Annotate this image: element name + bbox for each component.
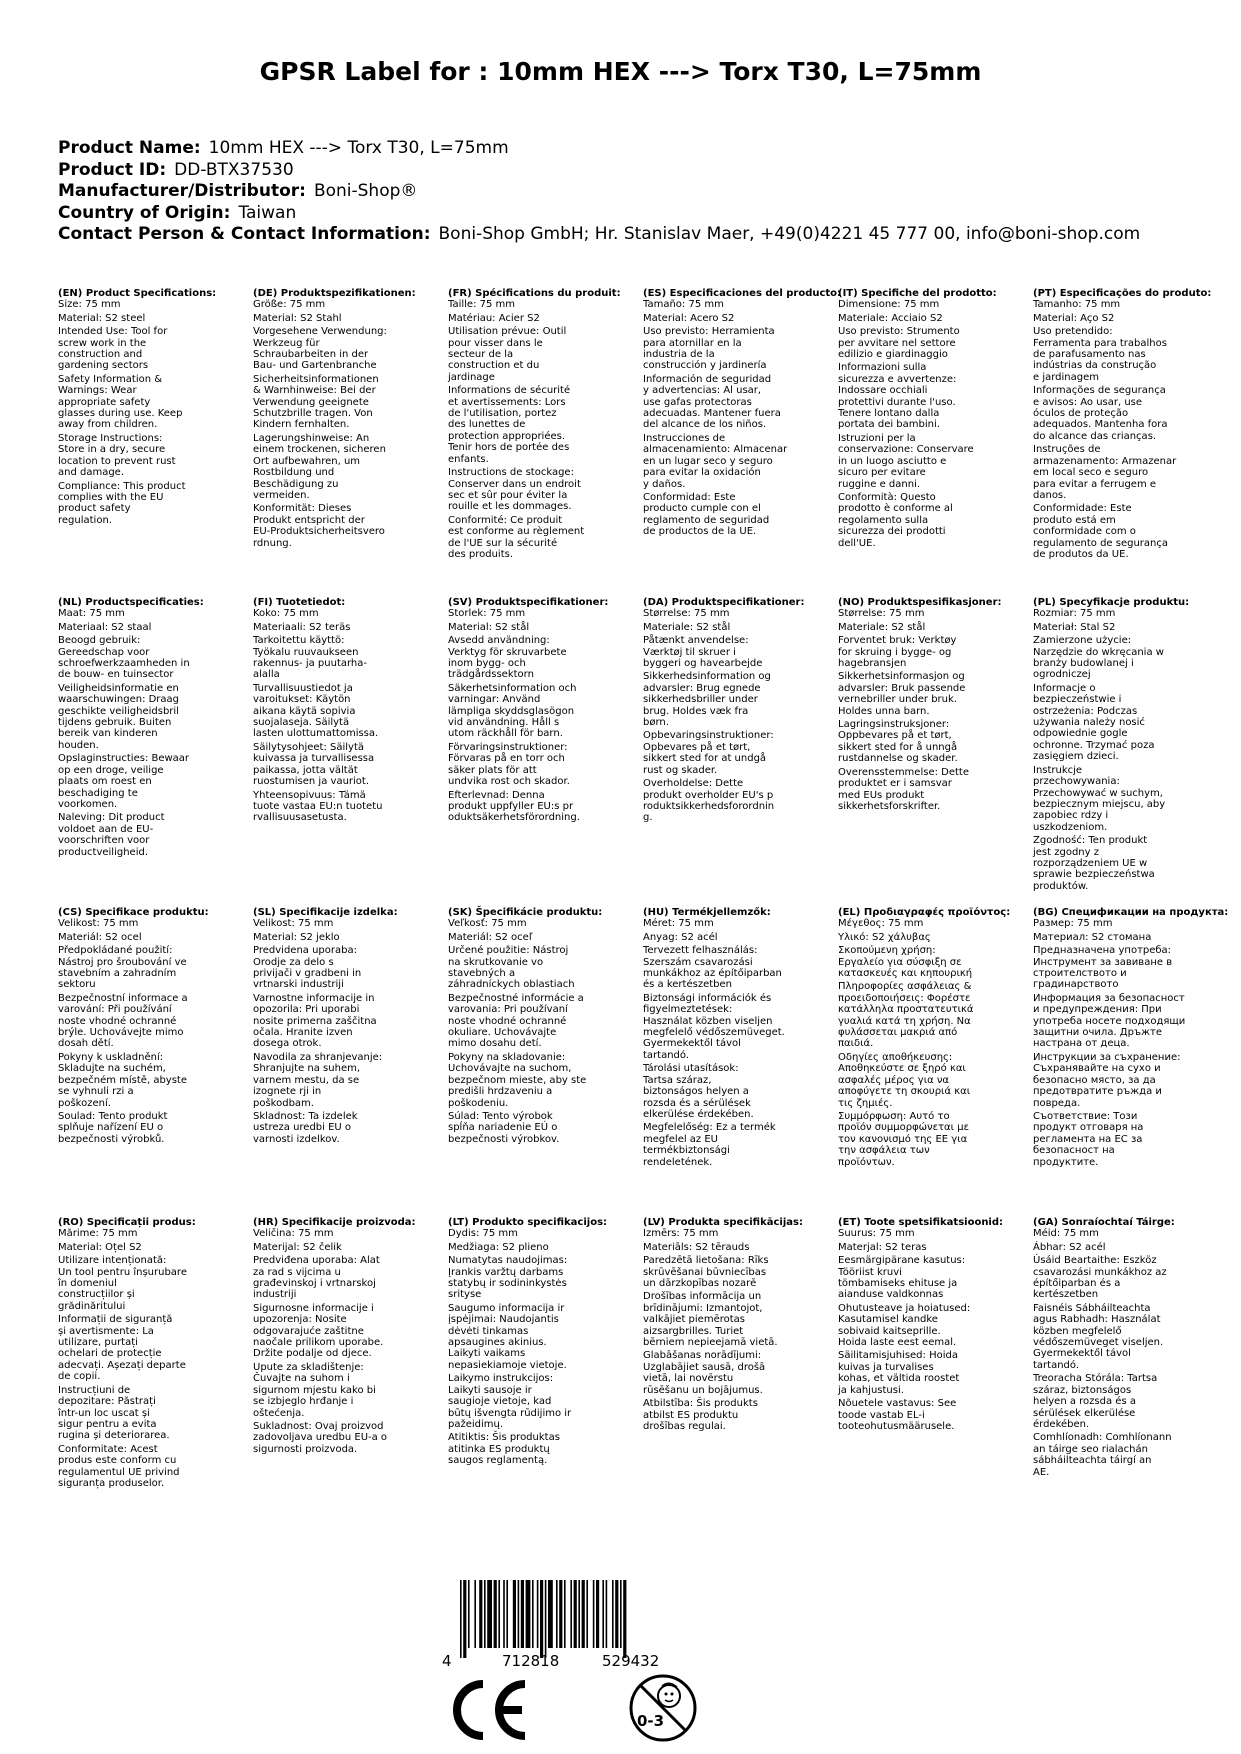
- spec-field: Rozmiar: 75 mm: [1033, 608, 1116, 620]
- barcode-digits: 529432: [602, 1652, 660, 1668]
- spec-block: [253, 907, 448, 1147]
- spec-field: Materiál: S2 ocel: [58, 931, 142, 943]
- spec-field: Ábhar: S2 acél: [1033, 1241, 1106, 1253]
- spec-field: Megfelelőség: Ez a termék megfelel az EU termékbiztonsági rendeletének.: [643, 1122, 776, 1168]
- barcode: [440, 1580, 710, 1668]
- spec-field: Conformidade: Este produto está em conformidade com o regulamento de segurança de produtos da UE.: [1033, 503, 1169, 560]
- spec-field: Eesmärgipärane kasutus: Tööriist kruvi tömbamiseks ehituse ja aianduse valdkonnas: [838, 1255, 966, 1301]
- spec-field: Materijal: S2 čelik: [253, 1241, 342, 1253]
- spec-field: Atbilstība: Šis produkts atbilst ES produktu drošības regulai.: [643, 1398, 758, 1432]
- barcode-bar: [559, 1580, 562, 1648]
- spec-field: Glabāšanas norādījumi: Uzglabājiet sausā, drošā vietā, lai novērstu rūsēšanu un bojājumus.: [643, 1350, 766, 1396]
- spec-field: Overholdelse: Dette produkt overholder EU's p roduktsikkerhedsforordnin g.: [643, 778, 775, 824]
- barcode-bar: [487, 1580, 492, 1648]
- spec-field: Tamanho: 75 mm: [1033, 299, 1121, 311]
- barcode-bar: [593, 1580, 595, 1648]
- spec-field: Beoogd gebruik: Gereedschap voor schroefwerkzaamheden in de bouw- en tuinsector: [58, 635, 190, 681]
- spec-field: Laikymo instrukcijos: Laikyti sausoje ir saugioje vietoje, kad būtų išvengta rūdijimo ir pažeidimų.: [448, 1373, 572, 1430]
- spec-field: Úsáid Beartaithe: Eszköz csavarozási munkákhoz az építőiparban és a kertészetben: [1033, 1255, 1167, 1301]
- spec-field: Izmērs: 75 mm: [643, 1228, 719, 1240]
- spec-field: Påtænkt anvendelse: Værktøj til skruer i byggeri og havearbejde: [643, 635, 763, 670]
- spec-field: Conformité: Ce produit est conforme au règlement de l'UE sur la sécurité des produits.: [448, 514, 585, 560]
- spec-field: Lagringsinstruksjoner: Oppbevares på et tørt, sikkert sted for å unngå rustdannelse og skader.: [838, 719, 958, 765]
- barcode-bar: [578, 1580, 580, 1648]
- spec-field: Instrukcje przechowywania: Przechowywać w suchym, bezpiecznym miejscu, aby zapobiec rdzy i uszkodzeniom.: [1033, 764, 1166, 833]
- spec-field: Materiāls: S2 tērauds: [643, 1241, 750, 1253]
- spec-field: Velikost: 75 mm: [58, 918, 139, 930]
- spec-field: Tervezett felhasználás: Szerszám csavarozási munkákhoz az építőiparban és a kertészetben: [643, 945, 782, 991]
- spec-block: [448, 597, 643, 826]
- info-country: [58, 203, 1208, 225]
- barcode-bar: [545, 1580, 547, 1658]
- barcode-bar: [602, 1580, 604, 1648]
- spec-field: Soulad: Tento produkt splňuje nařízení EU o bezpečnosti výrobků.: [58, 1110, 168, 1145]
- spec-field: Koko: 75 mm: [253, 608, 319, 620]
- spec-field: Compliance: This product complies with the EU product safety regulation.: [58, 480, 186, 526]
- spec-field: Material: S2 stål: [448, 621, 530, 633]
- spec-field: Informații de siguranță și avertismente: La utilizare, purtați ochelari de protecție adecvați. Așezați departe de copii.: [58, 1314, 186, 1383]
- barcode-bar: [612, 1580, 614, 1648]
- spec-row: [58, 1217, 1238, 1507]
- spec-field: Materiale: Acciaio S2: [838, 312, 943, 324]
- spec-field: Størrelse: 75 mm: [643, 608, 730, 620]
- spec-field: Safety Information & Warnings: Wear appropriate safety glasses during use. Keep away from children.: [58, 373, 183, 431]
- spec-field: Storage Instructions: Store in a dry, secure location to prevent rust and damage.: [58, 432, 176, 479]
- spec-block-title: (FR) Spécifications du produit:: [448, 288, 621, 299]
- spec-field: Drošības informācija un brīdinājumi: Izmantojot, valkājiet piemērotas aizsargbrilles. Turiet bērniem nepieejamā vietā.: [643, 1291, 778, 1349]
- spec-block-title: (LT) Produkto specifikacijos:: [448, 1217, 608, 1228]
- spec-field: Uso previsto: Strumento per avvitare nel settore edilizio e giardinaggio: [838, 326, 960, 361]
- spec-field: Sikkerhetsinformasjon og advarsler: Bruk passende vernebriller under bruk. Holdes unna barn.: [838, 671, 966, 717]
- spec-block-title: (PT) Especificações do produto:: [1033, 288, 1212, 299]
- barcode-bar: [503, 1580, 505, 1648]
- spec-field: Informations de sécurité et avertissements: Lors de l'utilisation, portez des lunettes de protection appropriées. Tenir hors de portée des enfants.: [448, 385, 571, 465]
- spec-field: Размер: 75 mm: [1033, 918, 1113, 930]
- info-contact: [58, 224, 1208, 246]
- spec-field: Σκοπούμενη χρήση: Εργαλείο για σύσφιξη σε κατασκευές και κηπουρική: [838, 945, 973, 980]
- spec-field: Materiał: Stal S2: [1033, 621, 1116, 633]
- spec-field: Upute za skladištenje: Čuvajte na suhom i sigurnom mjestu kako bi se izbjeglo hrđanje i oštećenja.: [253, 1361, 376, 1419]
- barcode-bar: [556, 1580, 558, 1648]
- spec-field: Material: S2 jeklo: [253, 931, 340, 943]
- spec-field: Material: S2 steel: [58, 312, 146, 324]
- spec-field: Conformitate: Acest produs este conform cu regulamentul UE privind siguranța produselor.: [58, 1443, 180, 1489]
- spec-field: Intended Use: Tool for screw work in the construction and gardening sectors: [58, 326, 168, 372]
- info-label: Product ID:: [58, 159, 167, 180]
- barcode-bar: [540, 1580, 543, 1658]
- spec-field: Material: Oțel S2: [58, 1241, 142, 1253]
- spec-field: Súlad: Tento výrobok spĺňa nariadenie EÚ o bezpečnosti výrobkov.: [448, 1110, 560, 1145]
- spec-field: Tárolási utasítások: Tartsa száraz, biztonságos helyen a rozsda és a sérülések elkerülése érdekében.: [643, 1063, 754, 1120]
- info-value: DD-BTX37530: [174, 159, 294, 180]
- spec-field: Informações de segurança e avisos: Ao usar, use óculos de proteção adequados. Mantenha fora do alcance das crianças.: [1033, 385, 1168, 442]
- spec-block: [253, 1217, 448, 1457]
- spec-field: Utilizare intenționată: Un tool pentru înșurubare în domeniul construcțiilor și grădinăritului: [58, 1255, 187, 1312]
- spec-field: Veličina: 75 mm: [253, 1228, 334, 1240]
- spec-block: [253, 288, 448, 551]
- spec-block: [448, 1217, 643, 1469]
- spec-block-title: (EL) Προδιαγραφές προϊόντος:: [838, 907, 1011, 918]
- barcode-bar: [521, 1580, 524, 1648]
- barcode-bar: [596, 1580, 599, 1648]
- spec-field: Comhlíonadh: Comhlíonann an táirge seo rialachán sábháilteachta táirgí an AE.: [1033, 1432, 1172, 1478]
- spec-field: Predviđena uporaba: Alat za rad s vijcima u građevinskoj i vrtnarskoj industriji: [253, 1255, 380, 1301]
- spec-field: Navodila za shranjevanje: Shranjujte na suhem, varnem mestu, da se izognete rji in poškodbam.: [253, 1051, 383, 1109]
- spec-field: Инструкции за съхранение: Съхранявайте на сухо и безопасно място, за да предотвратите ръжда и повреда.: [1033, 1051, 1181, 1109]
- spec-field: Lagerungshinweise: An einem trockenen, sicheren Ort aufbewahren, um Rostbildung und Beschädigung zu vermeiden.: [253, 432, 386, 501]
- spec-field: Materiale: S2 stål: [643, 621, 731, 633]
- spec-block: [58, 597, 253, 860]
- spec-field: Material: S2 Stahl: [253, 312, 342, 324]
- spec-field: Veiligheidsinformatie en waarschuwingen: Draag geschikte veiligheidsbril tijdens gebruik. Buiten bereik van kinderen houden.: [58, 682, 180, 751]
- spec-field: Informazioni sulla sicurezza e avvertenze: Indossare occhiali protettivi durante l'uso. Tenere lontano dalla portata dei bambini.: [838, 362, 957, 431]
- spec-block: [1033, 1217, 1228, 1480]
- spec-block-title: (SK) Špecifikácie produktu:: [448, 907, 603, 918]
- spec-row: [58, 288, 1238, 578]
- spec-field: Информация за безопасност и предупреждения: При употреба носете подходящи защитни очила. Дръжте настрана от деца.: [1033, 992, 1186, 1050]
- spec-field: Uso pretendido: Ferramenta para trabalhos de parafusamento nas indústrias da construção e jardinagem: [1033, 326, 1167, 383]
- barcode-bar: [513, 1580, 516, 1648]
- info-value: Boni-Shop GmbH; Hr. Stanislav Maer, +49(0)4221 45 777 00, info@boni-shop.com: [438, 224, 1141, 244]
- spec-field: Méid: 75 mm: [1033, 1228, 1099, 1240]
- spec-field: Información de seguridad y advertencias: Al usar, use gafas protectoras adecuadas. Mantener fuera del alcance de los niños.: [643, 373, 781, 431]
- product-info: [58, 138, 1208, 246]
- spec-field: Dydis: 75 mm: [448, 1228, 518, 1240]
- spec-field: Určené použitie: Nástroj na skrutkovanie vo stavebných a záhradníckych oblastiach: [448, 945, 575, 991]
- barcode-bar: [606, 1580, 608, 1648]
- spec-block: [58, 1217, 253, 1491]
- spec-block: [448, 907, 643, 1147]
- spec-field: Säilitamisjuhised: Hoida kuivas ja turvalises kohas, et vältida roostet ja kahjustusi.: [838, 1350, 960, 1396]
- barcode-bar: [498, 1580, 500, 1648]
- spec-field: Συμμόρφωση: Αυτό το προϊόν συμμορφώνεται με τον κανονισμό της ΕΕ για την ασφάλεια των προϊόντων.: [838, 1110, 969, 1168]
- spec-field: Veľkosť: 75 mm: [448, 918, 527, 930]
- info-product-id: [58, 160, 1208, 182]
- spec-field: Materiál: S2 oceľ: [448, 931, 533, 943]
- spec-field: Conformità: Questo prodotto è conforme al regolamento sulla sicurezza dei prodotti dell'UE.: [838, 491, 953, 549]
- spec-field: Conformidad: Este producto cumple con el reglamento de seguridad de productos de la UE.: [643, 491, 770, 538]
- spec-block-title: (SV) Produktspecifikationer:: [448, 597, 609, 608]
- barcode-bar: [586, 1580, 588, 1648]
- spec-field: Istruzioni per la conservazione: Conservare in un luogo asciutto e sicuro per evitare ruggine e danni.: [838, 432, 974, 490]
- page-title: GPSR Label for : 10mm HEX ---> Torx T30, L=75mm: [259, 57, 982, 86]
- info-label: Manufacturer/Distributor:: [58, 181, 306, 201]
- spec-field: Instrucțiuni de depozitare: Păstrați într-un loc uscat și sigur pentru a evita rugina și deteriorarea.: [58, 1384, 170, 1442]
- spec-block-title: (HU) Termékjellemzők:: [643, 907, 771, 918]
- barcode-bar: [506, 1580, 508, 1648]
- spec-block-title: (EN) Product Specifications:: [58, 288, 217, 299]
- spec-field: Οδηγίες αποθήκευσης: Αποθηκεύστε σε ξηρό και ασφαλές μέρος για να αποφύγετε τη σκουριά και τις ζημιές.: [838, 1051, 971, 1109]
- spec-field: Velikost: 75 mm: [253, 918, 334, 930]
- spec-field: Instruções de armazenamento: Armazenar em local seco e seguro para evitar a ferrugem e danos.: [1033, 444, 1177, 501]
- spec-field: Biztonsági információk és figyelmeztetések: Használat közben viseljen megfelelő védőszemüveget. Gyermekektől távol tartandó.: [643, 992, 785, 1061]
- spec-field: Zgodność: Ten produkt jest zgodny z rozporządzeniem UE w sprawie bezpieczeństwa produktów.: [1033, 835, 1155, 892]
- spec-field: Съответствие: Този продукт отговаря на регламента на ЕС за безопасност на продуктите.: [1033, 1110, 1144, 1168]
- info-value: Taiwan: [238, 202, 297, 223]
- spec-field: Pokyny na skladovanie: Uchovávajte na suchom, bezpečnom mieste, aby ste predišli hrdzaveniu a poškodeniu.: [448, 1051, 587, 1109]
- ce-mark-text: CE: [450, 1676, 452, 1677]
- spec-field: Naleving: Dit product voldoet aan de EU- voorschriften voor productveiligheid.: [58, 812, 165, 858]
- spec-field: Méret: 75 mm: [643, 918, 714, 930]
- spec-field: Uso previsto: Herramienta para atornillar en la industria de la construcción y jardinería: [643, 326, 775, 372]
- spec-field: Opbevaringsinstruktioner: Opbevares på et tørt, sikkert sted for at undgå rust og skader.: [643, 730, 774, 776]
- spec-block: [58, 907, 253, 1147]
- spec-field: Υλικό: S2 χάλυβας: [838, 931, 931, 943]
- spec-field: Informacje o bezpieczeństwie i ostrzeżenia: Podczas używania należy nosić odpowiednie gogle ochronne. Trzymać poza zasięgiem dzieci.: [1033, 682, 1155, 763]
- spec-field: Pokyny k uskladnění: Skladujte na suchém, bezpečném místě, abyste se vyhnuli rzi a poškození.: [58, 1051, 187, 1109]
- barcode-bar: [474, 1580, 476, 1648]
- barcode-bar: [620, 1580, 622, 1648]
- spec-field: Turvallisuustiedot ja varoitukset: Käytön aikana käytä sopivia suojalaseja. Säilytä lasten ulottumattomissa.: [253, 682, 379, 740]
- spec-block: [1033, 597, 1228, 894]
- spec-field: Πληροφορίες ασφάλειας & προειδοποιήσεις: Φορέστε κατάλληλα προστατευτικά γυαλιά κατά τη χρήση. Να φυλάσσεται μακριά από παιδιά.: [838, 981, 974, 1050]
- spec-field: Größe: 75 mm: [253, 299, 326, 311]
- spec-field: Μέγεθος: 75 mm: [838, 918, 924, 930]
- spec-block: [448, 288, 643, 562]
- not-for-children-0-3-icon: [627, 1672, 699, 1744]
- spec-block-title: (LV) Produkta specifikācijas:: [643, 1217, 803, 1228]
- spec-field: Nõuetele vastavus: See toode vastab EL-i tooteohutusmäärusele.: [838, 1398, 957, 1432]
- spec-field: Maat: 75 mm: [58, 608, 125, 620]
- spec-field: Predvidena uporaba: Orodje za delo s privijači v gradbeni in vrtnarski industriji: [253, 945, 362, 991]
- spec-block-title: (DA) Produktspecifikationer:: [643, 597, 805, 608]
- spec-field: Material: Acero S2: [643, 312, 735, 324]
- barcode-bar: [463, 1580, 466, 1658]
- spec-block-title: (FI) Tuotetiedot:: [253, 597, 346, 608]
- spec-field: Avsedd användning: Verktyg för skruvarbete inom bygg- och trädgårdssektorn: [448, 635, 567, 681]
- spec-field: Faisnéis Sábháilteachta agus Rabhadh: Használat közben megfelelő védőszemüveget viseljen. Gyermekektől távol tartandó.: [1033, 1302, 1164, 1371]
- spec-block: [643, 1217, 838, 1434]
- info-label: Country of Origin:: [58, 202, 231, 223]
- spec-block-title: (ET) Toote spetsifikatsioonid:: [838, 1217, 1004, 1228]
- spec-field: Atitiktis: Šis produktas atitinka ES produktų saugos reglamentą.: [448, 1432, 560, 1467]
- spec-field: Tamaño: 75 mm: [643, 299, 724, 311]
- spec-field: Forventet bruk: Verktøy for skruing i bygge- og hagebransjen: [838, 635, 957, 670]
- spec-field: Předpokládané použití: Nástroj pro šroubování ve stavebním a zahradním sektoru: [58, 945, 187, 991]
- spec-block-title: (PL) Specyfikacje produktu:: [1033, 597, 1190, 608]
- barcode-bar: [484, 1580, 486, 1648]
- spec-field: Sukladnost: Ovaj proizvod zadovoljava uredbu EU-a o sigurnosti proizvoda.: [253, 1420, 388, 1455]
- barcode-bar: [570, 1580, 572, 1648]
- spec-field: Materjal: S2 teras: [838, 1241, 927, 1253]
- spec-field: Storlek: 75 mm: [448, 608, 526, 620]
- ce-mark-icon: [450, 1676, 532, 1744]
- spec-field: Материал: S2 стомана: [1033, 931, 1152, 943]
- spec-field: Sigurnosne informacije i upozorenja: Nosite odgovarajuće zaštitne naočale prilikom uporabe. Držite podalje od djece.: [253, 1302, 384, 1360]
- spec-field: Medžiaga: S2 plieno: [448, 1241, 549, 1253]
- barcode-digits: 4: [442, 1652, 452, 1668]
- spec-field: Efterlevnad: Denna produkt uppfyller EU:s pr oduktsäkerhetsförordning.: [448, 789, 580, 824]
- spec-field: Matériau: Acier S2: [448, 312, 540, 324]
- spec-field: Materiale: S2 stål: [838, 621, 926, 633]
- barcode-bar: [582, 1580, 585, 1648]
- spec-field: Varnostne informacije in opozorila: Pri uporabi nosite primerna zaščitna očala. Hranite izven dosega otrok.: [253, 992, 377, 1050]
- spec-block: [58, 288, 253, 528]
- spec-field: Størrelse: 75 mm: [838, 608, 925, 620]
- spec-field: Anyag: S2 acél: [643, 931, 718, 943]
- spec-field: Säilytysohjeet: Säilytä kuivassa ja turvallisessa paikassa, jotta vältät ruostumisen ja vauriot.: [253, 741, 375, 788]
- spec-field: Taille: 75 mm: [448, 299, 516, 311]
- barcode-bar: [494, 1580, 497, 1648]
- spec-block: [838, 288, 1033, 551]
- spec-block-title: (DE) Produktspezifikationen:: [253, 288, 416, 299]
- barcode-bar: [526, 1580, 531, 1648]
- spec-field: Предназначена употреба: Инструмент за завиване в строителството и градинарството: [1033, 945, 1173, 991]
- spec-field: Bezpečnostné informácie a varovania: Pri používaní noste vhodné ochranné okuliare. Uchovávajte mimo dosahu detí.: [448, 992, 584, 1050]
- spec-field: Utilisation prévue: Outil pour visser dans le secteur de la construction et du jardinage: [448, 326, 567, 383]
- barcode-bar: [518, 1580, 520, 1648]
- spec-field: Yhteensopivuus: Tämä tuote vastaa EU:n tuotetu rvallisuusasetusta.: [253, 789, 383, 824]
- spec-block-title: (HR) Specifikacije proizvoda:: [253, 1217, 416, 1228]
- spec-field: Säkerhetsinformation och varningar: Använd lämpliga skyddsglasögon vid användning. Håll s utom räckhåll för barn.: [448, 682, 577, 740]
- spec-field: Mărime: 75 mm: [58, 1228, 138, 1240]
- label-footer: [0, 1580, 1241, 1750]
- spec-field: Zamierzone użycie: Narzędzie do wkręcania w branży budowlanej i ogrodniczej: [1033, 635, 1164, 681]
- spec-block: [1033, 288, 1228, 562]
- info-label: Product Name:: [58, 138, 201, 158]
- barcode-bar: [623, 1580, 626, 1658]
- spec-field: Opslaginstructies: Bewaar op een droge, veilige plaats om roest en beschadiging te voorkomen.: [58, 753, 190, 810]
- spec-field: Skladnost: Ta izdelek ustreza uredbi EU o varnosti izdelkov.: [253, 1110, 358, 1145]
- spec-block: [253, 597, 448, 826]
- spec-block: [838, 907, 1033, 1170]
- spec-block-title: (SL) Specifikacije izdelka:: [253, 907, 398, 918]
- age-range-label: 0-3: [637, 1712, 665, 1730]
- barcode-bar: [615, 1580, 618, 1648]
- info-label: Contact Person & Contact Information:: [58, 224, 431, 244]
- spec-field: Material: Aço S2: [1033, 312, 1115, 324]
- spec-field: Treoracha Stórála: Tartsa száraz, biztonságos helyen a rozsda és a sérülések elkerülése érdekében.: [1033, 1373, 1158, 1430]
- spec-field: Saugumo informacija ir įspėjimai: Naudojantis dėvėti tinkamas apsaugines akinius. Laikyti vaikams nepasiekiamoje vietoje.: [448, 1302, 567, 1371]
- spec-block-title: (ES) Especificaciones del producto:: [643, 288, 842, 299]
- barcode-bar: [564, 1580, 566, 1648]
- barcode-bar: [468, 1580, 470, 1648]
- spec-field: Bezpečnostní informace a varování: Při používání noste vhodné ochranné brýle. Uchovávejte mimo dosah dětí.: [58, 992, 188, 1050]
- spec-block: [643, 907, 838, 1170]
- spec-field: Numatytas naudojimas: Įrankis varžtų darbams statybų ir sodininkystės srityse: [448, 1255, 568, 1301]
- spec-field: Materiaali: S2 teräs: [253, 621, 351, 633]
- barcode-bar: [460, 1580, 462, 1658]
- spec-field: Instructions de stockage: Conserver dans un endroit sec et sûr pour éviter la rouille et les dommages.: [448, 467, 581, 513]
- spec-field: Dimensione: 75 mm: [838, 299, 940, 311]
- info-value: 10mm HEX ---> Torx T30, L=75mm: [208, 138, 509, 158]
- info-manufacturer: [58, 181, 1208, 203]
- spec-field: Suurus: 75 mm: [838, 1228, 915, 1240]
- spec-block-title: (NO) Produktspesifikasjoner:: [838, 597, 1002, 608]
- spec-field: Konformität: Dieses Produkt entspricht der EU-Produktsicherheitsvero rdnung.: [253, 503, 385, 549]
- spec-field: Size: 75 mm: [58, 299, 121, 311]
- barcode-bar: [574, 1580, 577, 1648]
- spec-block-title: (GA) Sonraíochtaí Táirge:: [1033, 1217, 1175, 1228]
- barcode-digits: 712818: [502, 1652, 560, 1668]
- spec-block-title: (NL) Productspecificaties:: [58, 597, 204, 608]
- info-product-name: [58, 138, 1208, 160]
- info-value: Boni-Shop®: [313, 181, 418, 201]
- spec-row: [58, 907, 1238, 1197]
- spec-field: Overensstemmelse: Dette produktet er i samsvar med EUs produkt sikkerhetsforskrifter.: [838, 766, 969, 812]
- spec-block: [643, 597, 838, 826]
- spec-field: Materiaal: S2 staal: [58, 621, 152, 633]
- spec-block-title: (BG) Спецификации на продукта:: [1033, 907, 1229, 918]
- spec-field: Paredzētā lietošana: Rīks skrūvēšanai būvniecības un dārzkopības nozarē: [643, 1255, 769, 1290]
- spec-field: Instrucciones de almacenamiento: Almacenar en un lugar seco y seguro para evitar la oxidación y daños.: [643, 432, 788, 490]
- spec-field: Sikkerhedsinformation og advarsler: Brug egnede sikkerhedsbriller under brug. Holdes væk fra børn.: [643, 671, 771, 729]
- spec-block-title: (IT) Specifiche del prodotto:: [838, 288, 997, 299]
- spec-field: Sicherheitsinformationen & Warnhinweise: Bei der Verwendung geeignete Schutzbrille tragen. Von Kindern fernhalten.: [253, 373, 379, 431]
- barcode-bar: [479, 1580, 482, 1648]
- spec-field: Ohutusteave ja hoiatused: Kasutamisel kandke sobivaid kaitseprille. Hoida laste eest eemal.: [838, 1302, 971, 1349]
- spec-block: [1033, 907, 1228, 1170]
- barcode-bar: [537, 1580, 539, 1648]
- spec-block: [838, 1217, 1033, 1434]
- spec-block-title: (RO) Specificații produs:: [58, 1217, 196, 1228]
- spec-block: [643, 288, 842, 540]
- barcode-bar: [532, 1580, 534, 1648]
- spec-field: Förvaringsinstruktioner: Förvaras på en torr och säker plats för att undvika rost och skador.: [448, 741, 570, 788]
- spec-field: Tarkoitettu käyttö: Työkalu ruuvaukseen rakennus- ja puutarha- alalla: [253, 635, 368, 681]
- spec-row: [58, 597, 1238, 892]
- spec-field: Vorgesehene Verwendung: Werkzeug für Schraubarbeiten in der Bau- und Gartenbranche: [253, 326, 387, 372]
- barcode-bar: [548, 1580, 553, 1648]
- spec-block: [838, 597, 1033, 814]
- spec-block-title: (CS) Specifikace produktu:: [58, 907, 209, 918]
